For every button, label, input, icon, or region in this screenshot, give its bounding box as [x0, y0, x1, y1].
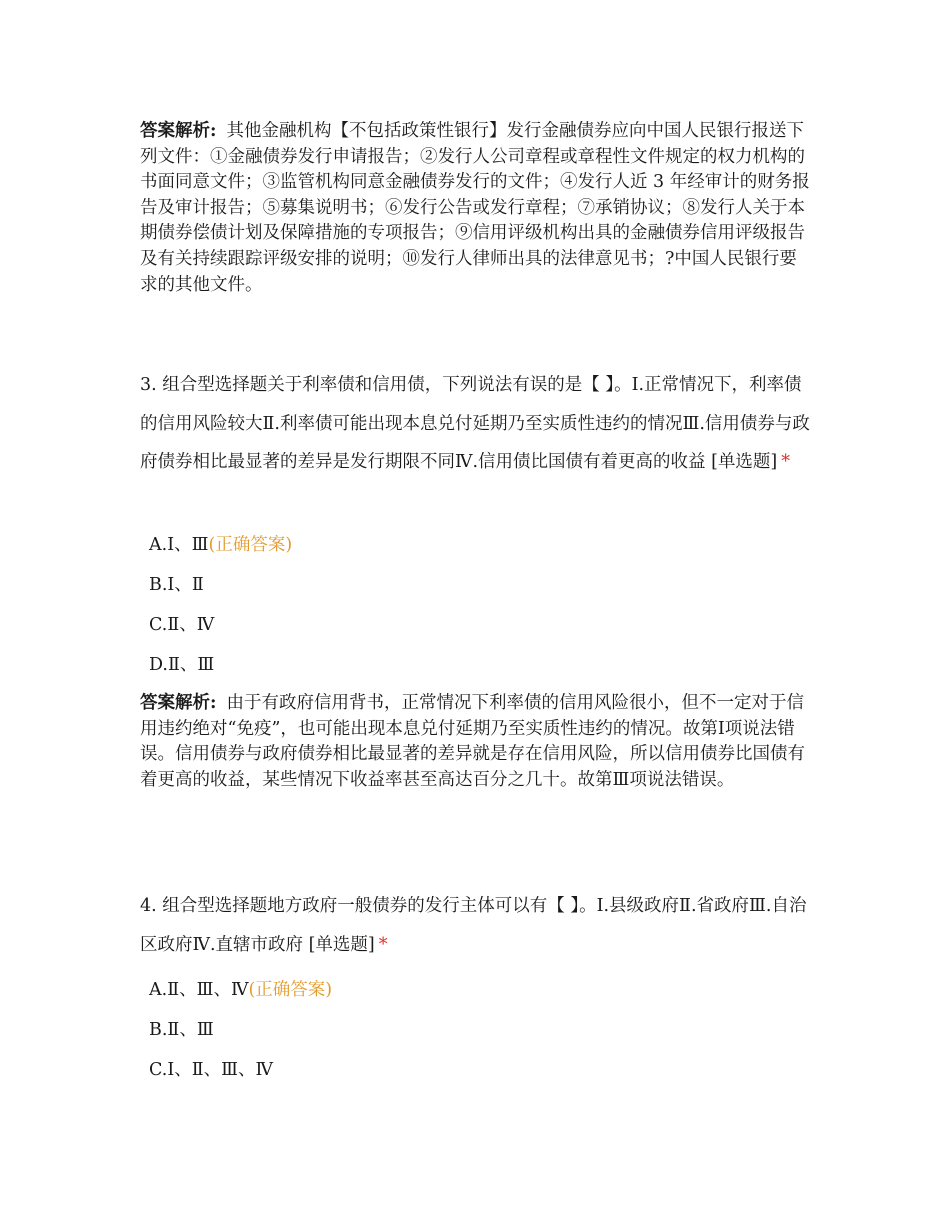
option-a[interactable]	[149, 976, 332, 1016]
option-b[interactable]	[149, 1016, 332, 1056]
required-mark: *	[378, 934, 388, 955]
correct-answer-tag: (正确答案)	[208, 535, 293, 555]
question-text: 3. 组合型选择题关于利率债和信用债，下列说法有误的是【 】。Ⅰ.正常情况下，利率债的信用风险较大Ⅱ.利率债可能出现本息兑付延期乃至实质性违约的情况Ⅲ.信用债券与政府债券相比最显著的差异是发行期限不同Ⅳ.信用债比国债有着更高的收益 [单选题]	[140, 375, 810, 472]
analysis-label: 答案解析:	[140, 121, 217, 141]
option-b-text: B.Ⅰ、Ⅱ	[149, 575, 204, 595]
option-a-text: A.Ⅱ、Ⅲ、Ⅳ	[149, 980, 249, 1000]
option-d-text: D.Ⅱ、Ⅲ	[149, 655, 215, 675]
option-c[interactable]	[149, 611, 292, 651]
option-a[interactable]	[149, 531, 292, 571]
option-c-text: C.Ⅰ、Ⅱ、Ⅲ、Ⅳ	[149, 1060, 273, 1080]
q4-options	[149, 976, 332, 1096]
option-a-text: A.Ⅰ、Ⅲ	[149, 535, 209, 555]
q4-question	[140, 887, 812, 964]
option-c[interactable]	[149, 1056, 332, 1096]
option-b[interactable]	[149, 571, 292, 611]
q3-answer-analysis	[140, 691, 812, 793]
option-c-text: C.Ⅱ、Ⅳ	[149, 615, 215, 635]
analysis-text: 其他金融机构【不包括政策性银行】发行金融债券应向中国人民银行报送下列文件：①金融债券发行申请报告；②发行人公司章程或章程性文件规定的权力机构的书面同意文件；③监管机构同意金融债券发行的文件；④发行人近 3 年经审计的财务报告及审计报告；⑤募集说明书；⑥发行公告或发行章程；⑦承销协议；⑧发行人关于本期债券偿债计划及保障措施的专项报告；⑨信用评级机构出具的金融债券信用评级报告及有关持续跟踪评级安排的说明；⑩发行人律师出具的法律意见书；?中国人民银行要求的其他文件。	[140, 121, 810, 295]
q3-options	[149, 531, 292, 691]
q2-answer-analysis	[140, 119, 812, 298]
correct-answer-tag: (正确答案)	[248, 980, 333, 1000]
option-b-text: B.Ⅱ、Ⅲ	[149, 1020, 214, 1040]
required-mark: *	[781, 452, 791, 472]
analysis-label: 答案解析:	[140, 693, 217, 713]
analysis-text: 由于有政府信用背书，正常情况下利率债的信用风险很小，但不一定对于信用违约绝对“免疫”，也可能出现本息兑付延期乃至实质性违约的情况。故第Ⅰ项说法错误。信用债券与政府债券相比最显著的差异就是存在信用风险，所以信用债券比国债有着更高的收益，某些情况下收益率甚至高达百分之几十。故第Ⅲ项说法错误。	[140, 693, 805, 790]
question-text: 4. 组合型选择题地方政府一般债券的发行主体可以有【 】。Ⅰ.县级政府Ⅱ.省政府Ⅲ.自治区政府Ⅳ.直辖市政府 [单选题]	[140, 896, 807, 955]
option-d[interactable]	[149, 651, 292, 691]
q3-question	[140, 366, 812, 482]
